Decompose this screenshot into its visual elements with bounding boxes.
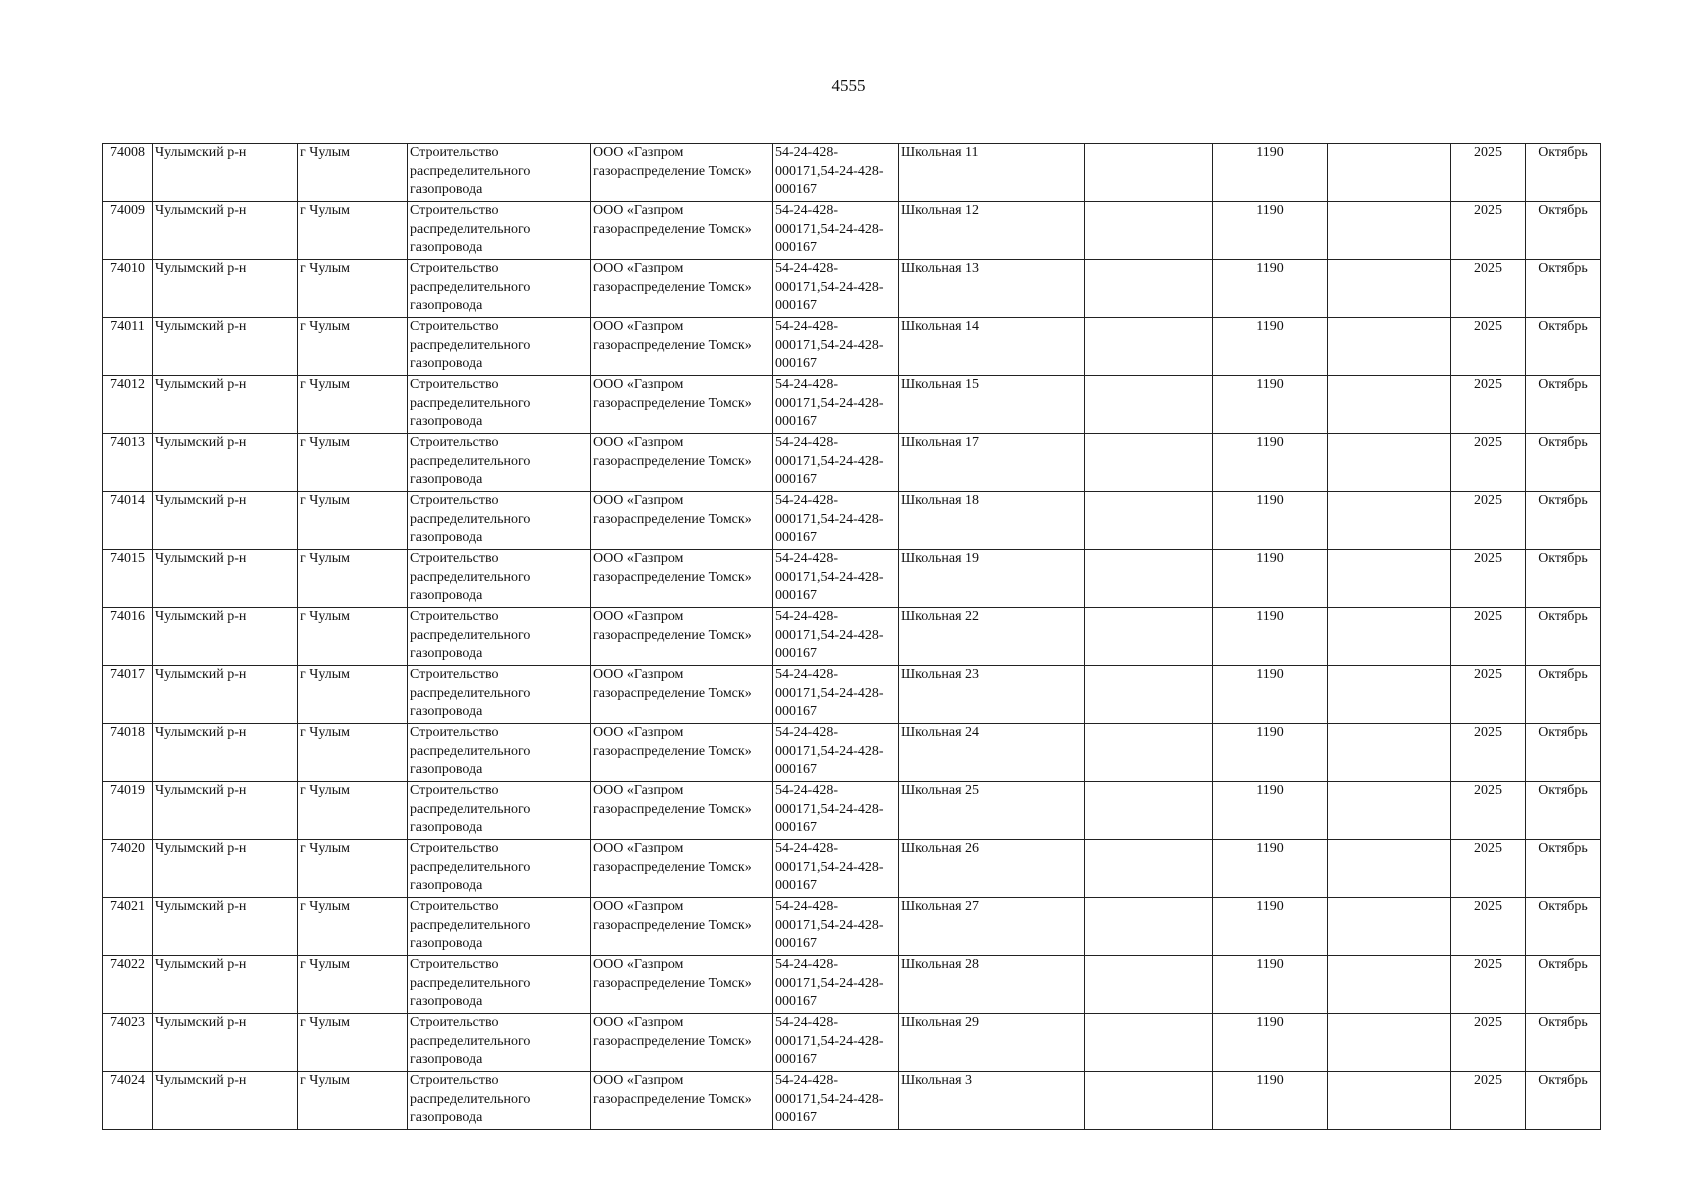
- work-type-cell: Строительство распределительного газопровода: [408, 260, 591, 318]
- work-type-cell: Строительство распределительного газопровода: [408, 782, 591, 840]
- district-cell: Чулымский р-н: [153, 956, 298, 1014]
- record-id: 74013: [103, 434, 153, 492]
- settlement-cell: г Чулым: [298, 202, 408, 260]
- table-row: [103, 434, 1601, 492]
- cadastral-number-cell: 54-24-428-000171,54-24-428-000167: [773, 782, 899, 840]
- cadastral-number-cell: 54-24-428-000171,54-24-428-000167: [773, 840, 899, 898]
- empty-cell: [1328, 1014, 1451, 1072]
- empty-cell: [1085, 898, 1213, 956]
- district-cell: Чулымский р-н: [153, 666, 298, 724]
- organization-cell: ООО «Газпром газораспределение Томск»: [591, 782, 773, 840]
- empty-cell: [1328, 434, 1451, 492]
- record-id: 74018: [103, 724, 153, 782]
- organization-cell: ООО «Газпром газораспределение Томск»: [591, 956, 773, 1014]
- year-cell: 2025: [1451, 1072, 1526, 1130]
- empty-cell: [1085, 492, 1213, 550]
- table-row: [103, 550, 1601, 608]
- cadastral-number-cell: 54-24-428-000171,54-24-428-000167: [773, 1072, 899, 1130]
- work-type-cell: Строительство распределительного газопровода: [408, 144, 591, 202]
- page-number: 4555: [831, 76, 866, 95]
- month-cell: Октябрь: [1526, 202, 1601, 260]
- month-cell: Октябрь: [1526, 724, 1601, 782]
- year-cell: 2025: [1451, 840, 1526, 898]
- year-cell: 2025: [1451, 666, 1526, 724]
- address-cell: Школьная 26: [899, 840, 1085, 898]
- work-type-cell: Строительство распределительного газопровода: [408, 956, 591, 1014]
- district-cell: Чулымский р-н: [153, 260, 298, 318]
- settlement-cell: г Чулым: [298, 318, 408, 376]
- month-cell: Октябрь: [1526, 782, 1601, 840]
- record-id: 74010: [103, 260, 153, 318]
- cadastral-number-cell: 54-24-428-000171,54-24-428-000167: [773, 666, 899, 724]
- record-id: 74011: [103, 318, 153, 376]
- empty-cell: [1328, 782, 1451, 840]
- length-cell: 1190: [1213, 840, 1328, 898]
- length-cell: 1190: [1213, 608, 1328, 666]
- empty-cell: [1328, 1072, 1451, 1130]
- empty-cell: [1328, 608, 1451, 666]
- month-cell: Октябрь: [1526, 144, 1601, 202]
- organization-cell: ООО «Газпром газораспределение Томск»: [591, 434, 773, 492]
- cadastral-number-cell: 54-24-428-000171,54-24-428-000167: [773, 724, 899, 782]
- organization-cell: ООО «Газпром газораспределение Томск»: [591, 144, 773, 202]
- work-type-cell: Строительство распределительного газопровода: [408, 202, 591, 260]
- settlement-cell: г Чулым: [298, 550, 408, 608]
- empty-cell: [1085, 1014, 1213, 1072]
- district-cell: Чулымский р-н: [153, 724, 298, 782]
- table-body: [103, 144, 1601, 1130]
- district-cell: Чулымский р-н: [153, 550, 298, 608]
- length-cell: 1190: [1213, 492, 1328, 550]
- settlement-cell: г Чулым: [298, 782, 408, 840]
- settlement-cell: г Чулым: [298, 376, 408, 434]
- year-cell: 2025: [1451, 260, 1526, 318]
- empty-cell: [1085, 144, 1213, 202]
- length-cell: 1190: [1213, 376, 1328, 434]
- empty-cell: [1328, 956, 1451, 1014]
- work-type-cell: Строительство распределительного газопровода: [408, 1014, 591, 1072]
- empty-cell: [1328, 724, 1451, 782]
- empty-cell: [1328, 318, 1451, 376]
- table-row: [103, 840, 1601, 898]
- length-cell: 1190: [1213, 1072, 1328, 1130]
- work-type-cell: Строительство распределительного газопровода: [408, 434, 591, 492]
- district-cell: Чулымский р-н: [153, 782, 298, 840]
- month-cell: Октябрь: [1526, 434, 1601, 492]
- table-row: [103, 666, 1601, 724]
- record-id: 74021: [103, 898, 153, 956]
- month-cell: Октябрь: [1526, 666, 1601, 724]
- month-cell: Октябрь: [1526, 1072, 1601, 1130]
- work-type-cell: Строительство распределительного газопровода: [408, 608, 591, 666]
- year-cell: 2025: [1451, 782, 1526, 840]
- address-cell: Школьная 28: [899, 956, 1085, 1014]
- empty-cell: [1328, 202, 1451, 260]
- table-row: [103, 260, 1601, 318]
- record-id: 74020: [103, 840, 153, 898]
- year-cell: 2025: [1451, 144, 1526, 202]
- record-id: 74008: [103, 144, 153, 202]
- address-cell: Школьная 12: [899, 202, 1085, 260]
- record-id: 74024: [103, 1072, 153, 1130]
- district-cell: Чулымский р-н: [153, 202, 298, 260]
- address-cell: Школьная 13: [899, 260, 1085, 318]
- address-cell: Школьная 15: [899, 376, 1085, 434]
- settlement-cell: г Чулым: [298, 1072, 408, 1130]
- organization-cell: ООО «Газпром газораспределение Томск»: [591, 492, 773, 550]
- settlement-cell: г Чулым: [298, 492, 408, 550]
- empty-cell: [1085, 376, 1213, 434]
- empty-cell: [1085, 956, 1213, 1014]
- address-cell: Школьная 25: [899, 782, 1085, 840]
- address-cell: Школьная 3: [899, 1072, 1085, 1130]
- table-row: [103, 1072, 1601, 1130]
- organization-cell: ООО «Газпром газораспределение Томск»: [591, 260, 773, 318]
- empty-cell: [1085, 1072, 1213, 1130]
- empty-cell: [1328, 376, 1451, 434]
- work-type-cell: Строительство распределительного газопровода: [408, 318, 591, 376]
- district-cell: Чулымский р-н: [153, 1014, 298, 1072]
- organization-cell: ООО «Газпром газораспределение Томск»: [591, 376, 773, 434]
- organization-cell: ООО «Газпром газораспределение Томск»: [591, 318, 773, 376]
- settlement-cell: г Чулым: [298, 666, 408, 724]
- settlement-cell: г Чулым: [298, 1014, 408, 1072]
- empty-cell: [1085, 260, 1213, 318]
- organization-cell: ООО «Газпром газораспределение Томск»: [591, 898, 773, 956]
- district-cell: Чулымский р-н: [153, 376, 298, 434]
- table-row: [103, 956, 1601, 1014]
- organization-cell: ООО «Газпром газораспределение Томск»: [591, 724, 773, 782]
- length-cell: 1190: [1213, 318, 1328, 376]
- month-cell: Октябрь: [1526, 376, 1601, 434]
- empty-cell: [1085, 608, 1213, 666]
- table-row: [103, 608, 1601, 666]
- length-cell: 1190: [1213, 260, 1328, 318]
- month-cell: Октябрь: [1526, 492, 1601, 550]
- record-id: 74017: [103, 666, 153, 724]
- cadastral-number-cell: 54-24-428-000171,54-24-428-000167: [773, 202, 899, 260]
- table-row: [103, 318, 1601, 376]
- month-cell: Октябрь: [1526, 840, 1601, 898]
- month-cell: Октябрь: [1526, 550, 1601, 608]
- empty-cell: [1085, 318, 1213, 376]
- empty-cell: [1328, 492, 1451, 550]
- month-cell: Октябрь: [1526, 260, 1601, 318]
- year-cell: 2025: [1451, 550, 1526, 608]
- organization-cell: ООО «Газпром газораспределение Томск»: [591, 840, 773, 898]
- address-cell: Школьная 22: [899, 608, 1085, 666]
- empty-cell: [1085, 666, 1213, 724]
- work-type-cell: Строительство распределительного газопровода: [408, 1072, 591, 1130]
- work-type-cell: Строительство распределительного газопровода: [408, 666, 591, 724]
- district-cell: Чулымский р-н: [153, 1072, 298, 1130]
- month-cell: Октябрь: [1526, 898, 1601, 956]
- table-row: [103, 376, 1601, 434]
- work-type-cell: Строительство распределительного газопровода: [408, 550, 591, 608]
- year-cell: 2025: [1451, 724, 1526, 782]
- settlement-cell: г Чулым: [298, 260, 408, 318]
- record-id: 74023: [103, 1014, 153, 1072]
- record-id: 74016: [103, 608, 153, 666]
- empty-cell: [1328, 260, 1451, 318]
- length-cell: 1190: [1213, 898, 1328, 956]
- organization-cell: ООО «Газпром газораспределение Томск»: [591, 1072, 773, 1130]
- cadastral-number-cell: 54-24-428-000171,54-24-428-000167: [773, 376, 899, 434]
- month-cell: Октябрь: [1526, 608, 1601, 666]
- empty-cell: [1328, 898, 1451, 956]
- settlement-cell: г Чулым: [298, 898, 408, 956]
- year-cell: 2025: [1451, 434, 1526, 492]
- cadastral-number-cell: 54-24-428-000171,54-24-428-000167: [773, 1014, 899, 1072]
- settlement-cell: г Чулым: [298, 144, 408, 202]
- table-row: [103, 724, 1601, 782]
- year-cell: 2025: [1451, 1014, 1526, 1072]
- length-cell: 1190: [1213, 550, 1328, 608]
- table-row: [103, 782, 1601, 840]
- record-id: 74014: [103, 492, 153, 550]
- settlement-cell: г Чулым: [298, 956, 408, 1014]
- cadastral-number-cell: 54-24-428-000171,54-24-428-000167: [773, 956, 899, 1014]
- month-cell: Октябрь: [1526, 318, 1601, 376]
- month-cell: Октябрь: [1526, 1014, 1601, 1072]
- cadastral-number-cell: 54-24-428-000171,54-24-428-000167: [773, 898, 899, 956]
- empty-cell: [1085, 550, 1213, 608]
- organization-cell: ООО «Газпром газораспределение Томск»: [591, 1014, 773, 1072]
- length-cell: 1190: [1213, 144, 1328, 202]
- empty-cell: [1328, 666, 1451, 724]
- record-id: 74009: [103, 202, 153, 260]
- length-cell: 1190: [1213, 956, 1328, 1014]
- empty-cell: [1085, 724, 1213, 782]
- table-row: [103, 898, 1601, 956]
- work-type-cell: Строительство распределительного газопровода: [408, 840, 591, 898]
- address-cell: Школьная 17: [899, 434, 1085, 492]
- empty-cell: [1085, 840, 1213, 898]
- district-cell: Чулымский р-н: [153, 608, 298, 666]
- length-cell: 1190: [1213, 202, 1328, 260]
- address-cell: Школьная 19: [899, 550, 1085, 608]
- empty-cell: [1085, 782, 1213, 840]
- table-row: [103, 1014, 1601, 1072]
- gasification-register-table: [102, 143, 1601, 1130]
- length-cell: 1190: [1213, 666, 1328, 724]
- address-cell: Школьная 11: [899, 144, 1085, 202]
- record-id: 74022: [103, 956, 153, 1014]
- cadastral-number-cell: 54-24-428-000171,54-24-428-000167: [773, 434, 899, 492]
- record-id: 74015: [103, 550, 153, 608]
- year-cell: 2025: [1451, 376, 1526, 434]
- table-row: [103, 492, 1601, 550]
- empty-cell: [1328, 550, 1451, 608]
- year-cell: 2025: [1451, 318, 1526, 376]
- organization-cell: ООО «Газпром газораспределение Томск»: [591, 608, 773, 666]
- empty-cell: [1085, 202, 1213, 260]
- length-cell: 1190: [1213, 782, 1328, 840]
- address-cell: Школьная 23: [899, 666, 1085, 724]
- table-row: [103, 144, 1601, 202]
- district-cell: Чулымский р-н: [153, 840, 298, 898]
- record-id: 74019: [103, 782, 153, 840]
- work-type-cell: Строительство распределительного газопровода: [408, 724, 591, 782]
- district-cell: Чулымский р-н: [153, 434, 298, 492]
- empty-cell: [1328, 840, 1451, 898]
- organization-cell: ООО «Газпром газораспределение Томск»: [591, 666, 773, 724]
- cadastral-number-cell: 54-24-428-000171,54-24-428-000167: [773, 144, 899, 202]
- work-type-cell: Строительство распределительного газопровода: [408, 492, 591, 550]
- district-cell: Чулымский р-н: [153, 898, 298, 956]
- district-cell: Чулымский р-н: [153, 492, 298, 550]
- work-type-cell: Строительство распределительного газопровода: [408, 898, 591, 956]
- district-cell: Чулымский р-н: [153, 318, 298, 376]
- empty-cell: [1085, 434, 1213, 492]
- record-id: 74012: [103, 376, 153, 434]
- address-cell: Школьная 14: [899, 318, 1085, 376]
- district-cell: Чулымский р-н: [153, 144, 298, 202]
- year-cell: 2025: [1451, 492, 1526, 550]
- table-row: [103, 202, 1601, 260]
- cadastral-number-cell: 54-24-428-000171,54-24-428-000167: [773, 260, 899, 318]
- year-cell: 2025: [1451, 202, 1526, 260]
- settlement-cell: г Чулым: [298, 724, 408, 782]
- year-cell: 2025: [1451, 956, 1526, 1014]
- year-cell: 2025: [1451, 608, 1526, 666]
- cadastral-number-cell: 54-24-428-000171,54-24-428-000167: [773, 492, 899, 550]
- address-cell: Школьная 27: [899, 898, 1085, 956]
- work-type-cell: Строительство распределительного газопровода: [408, 376, 591, 434]
- length-cell: 1190: [1213, 724, 1328, 782]
- cadastral-number-cell: 54-24-428-000171,54-24-428-000167: [773, 550, 899, 608]
- settlement-cell: г Чулым: [298, 840, 408, 898]
- organization-cell: ООО «Газпром газораспределение Томск»: [591, 202, 773, 260]
- address-cell: Школьная 29: [899, 1014, 1085, 1072]
- empty-cell: [1328, 144, 1451, 202]
- cadastral-number-cell: 54-24-428-000171,54-24-428-000167: [773, 318, 899, 376]
- settlement-cell: г Чулым: [298, 434, 408, 492]
- month-cell: Октябрь: [1526, 956, 1601, 1014]
- year-cell: 2025: [1451, 898, 1526, 956]
- settlement-cell: г Чулым: [298, 608, 408, 666]
- address-cell: Школьная 24: [899, 724, 1085, 782]
- organization-cell: ООО «Газпром газораспределение Томск»: [591, 550, 773, 608]
- length-cell: 1190: [1213, 1014, 1328, 1072]
- length-cell: 1190: [1213, 434, 1328, 492]
- address-cell: Школьная 18: [899, 492, 1085, 550]
- cadastral-number-cell: 54-24-428-000171,54-24-428-000167: [773, 608, 899, 666]
